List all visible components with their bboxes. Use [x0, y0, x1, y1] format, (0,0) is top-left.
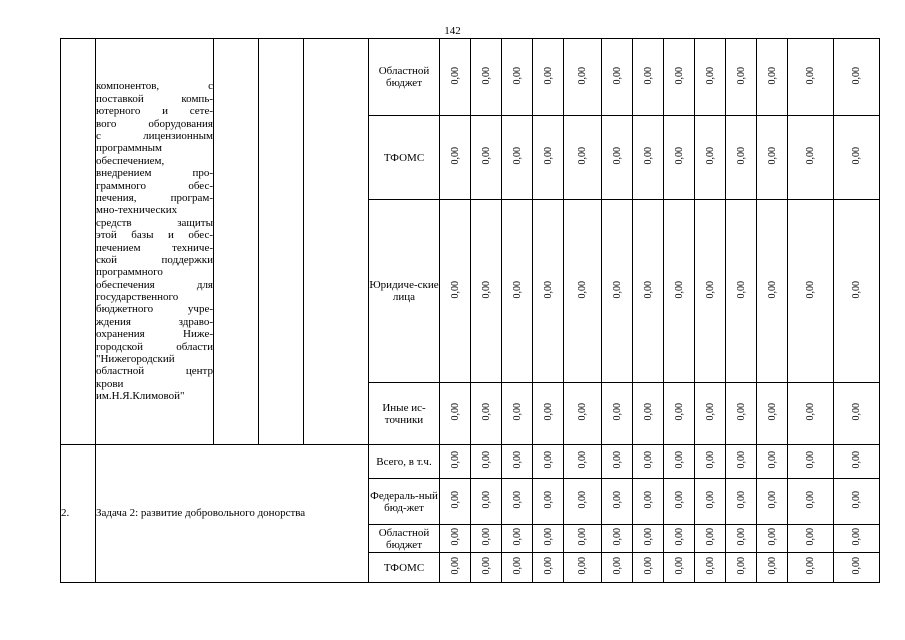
- funding-source-label: Иные ис-точники: [369, 383, 440, 445]
- description-line: программного: [96, 266, 163, 279]
- value-cell: [502, 116, 533, 200]
- value-cell: [633, 445, 664, 479]
- value-cell: [695, 525, 726, 553]
- description-line: им.Н.Я.Климовой": [96, 390, 185, 403]
- value-text: 0,00: [542, 403, 554, 421]
- table-row: [61, 445, 880, 479]
- value-cell: [788, 525, 834, 553]
- value-text: 0,00: [642, 491, 654, 509]
- value-cell: [440, 383, 471, 445]
- value-text: 0,00: [542, 280, 554, 299]
- value-text: 0,00: [673, 557, 685, 575]
- value-cell: [533, 525, 564, 553]
- value-text: 0,00: [577, 66, 588, 85]
- value-cell: [471, 525, 502, 553]
- value-text: 0,00: [851, 66, 862, 85]
- empty-cell: [304, 39, 369, 445]
- value-text: 0,00: [805, 403, 816, 421]
- value-text: 0,00: [611, 147, 623, 165]
- value-cell: [602, 200, 633, 383]
- value-text: 0,00: [766, 403, 778, 421]
- value-cell: [664, 116, 695, 200]
- value-text: 0,00: [673, 280, 685, 299]
- value-text: 0,00: [851, 147, 862, 165]
- description-line: ждения здраво-: [96, 315, 213, 328]
- value-text: 0,00: [851, 451, 862, 469]
- value-cell: [757, 383, 788, 445]
- value-cell: [633, 479, 664, 525]
- value-text: 0,00: [766, 528, 778, 546]
- value-text: 0,00: [735, 557, 747, 575]
- description-line: средств защиты: [96, 216, 213, 229]
- value-cell: [664, 479, 695, 525]
- value-cell: [726, 553, 757, 583]
- page-number: 142: [444, 25, 461, 37]
- value-cell: [695, 200, 726, 383]
- description-line: охранения Нижe-: [96, 328, 213, 341]
- value-text: 0,00: [449, 528, 461, 546]
- value-cell: [757, 553, 788, 583]
- description-line: обеспечения для: [96, 278, 213, 291]
- value-cell: [834, 479, 880, 525]
- value-cell: [664, 200, 695, 383]
- value-cell: [695, 383, 726, 445]
- value-text: 0,00: [851, 403, 862, 421]
- value-cell: [757, 445, 788, 479]
- description-line: "Нижегородский: [96, 353, 175, 366]
- description-line: печения, програм-: [96, 191, 213, 204]
- value-text: 0,00: [642, 280, 654, 299]
- value-text: 0,00: [642, 147, 654, 165]
- value-cell: [633, 200, 664, 383]
- value-cell: [602, 445, 633, 479]
- description-line: вого оборудования: [96, 117, 213, 130]
- value-text: 0,00: [851, 280, 862, 299]
- value-cell: [726, 39, 757, 116]
- value-cell: [726, 525, 757, 553]
- value-text: 0,00: [542, 557, 554, 575]
- value-cell: [440, 200, 471, 383]
- value-text: 0,00: [735, 528, 747, 546]
- value-text: 0,00: [642, 451, 654, 469]
- value-cell: [533, 553, 564, 583]
- value-text: 0,00: [673, 147, 685, 165]
- value-cell: [440, 445, 471, 479]
- value-text: 0,00: [673, 528, 685, 546]
- value-text: 0,00: [449, 557, 461, 575]
- value-cell: [757, 479, 788, 525]
- value-cell: [757, 39, 788, 116]
- value-text: 0,00: [766, 557, 778, 575]
- value-text: 0,00: [611, 557, 623, 575]
- value-text: 0,00: [449, 66, 461, 85]
- value-text: 0,00: [735, 451, 747, 469]
- value-text: 0,00: [805, 557, 816, 575]
- value-text: 0,00: [805, 451, 816, 469]
- value-cell: [502, 525, 533, 553]
- value-text: 0,00: [511, 451, 523, 469]
- value-cell: [502, 553, 533, 583]
- value-text: 0,00: [480, 528, 492, 546]
- value-text: 0,00: [449, 280, 461, 299]
- value-cell: [440, 39, 471, 116]
- value-cell: [788, 553, 834, 583]
- value-text: 0,00: [673, 491, 685, 509]
- value-text: 0,00: [511, 557, 523, 575]
- value-text: 0,00: [449, 451, 461, 469]
- description-line: мно-технических: [96, 204, 178, 217]
- value-cell: [726, 383, 757, 445]
- value-text: 0,00: [805, 280, 816, 299]
- value-text: 0,00: [480, 451, 492, 469]
- value-text: 0,00: [542, 147, 554, 165]
- value-text: 0,00: [851, 557, 862, 575]
- value-text: 0,00: [704, 491, 716, 509]
- description-line: обеспечением,: [96, 154, 165, 167]
- value-cell: [564, 479, 602, 525]
- value-cell: [726, 445, 757, 479]
- value-cell: [533, 445, 564, 479]
- description-line: с лицензионным: [96, 129, 213, 142]
- value-text: 0,00: [766, 491, 778, 509]
- value-text: 0,00: [642, 528, 654, 546]
- value-text: 0,00: [480, 66, 492, 85]
- value-text: 0,00: [577, 557, 588, 575]
- value-cell: [633, 116, 664, 200]
- value-text: 0,00: [766, 147, 778, 165]
- value-text: 0,00: [511, 66, 523, 85]
- value-cell: [633, 553, 664, 583]
- value-cell: [533, 383, 564, 445]
- funding-source-label: ТФОМС: [369, 116, 440, 200]
- value-text: 0,00: [480, 491, 492, 509]
- value-cell: [695, 39, 726, 116]
- value-text: 0,00: [704, 451, 716, 469]
- empty-cell: [214, 39, 259, 445]
- value-cell: [788, 200, 834, 383]
- value-text: 0,00: [511, 280, 523, 299]
- value-text: 0,00: [851, 491, 862, 509]
- value-text: 0,00: [851, 528, 862, 546]
- value-cell: [834, 200, 880, 383]
- value-text: 0,00: [577, 147, 588, 165]
- value-text: 0,00: [577, 491, 588, 509]
- value-text: 0,00: [673, 66, 685, 85]
- description-line: поставкой компь-: [96, 92, 213, 105]
- value-text: 0,00: [704, 66, 716, 85]
- value-cell: [757, 525, 788, 553]
- description-line: внедрением про-: [96, 167, 213, 180]
- value-cell: [502, 39, 533, 116]
- value-cell: [664, 553, 695, 583]
- value-text: 0,00: [642, 66, 654, 85]
- description-line: печением техниче-: [96, 241, 213, 254]
- value-cell: [834, 553, 880, 583]
- value-cell: [633, 39, 664, 116]
- value-text: 0,00: [766, 451, 778, 469]
- value-cell: [602, 39, 633, 116]
- value-cell: [564, 553, 602, 583]
- value-cell: [695, 553, 726, 583]
- budget-table: [60, 38, 880, 583]
- value-text: 0,00: [449, 403, 461, 421]
- value-cell: [788, 116, 834, 200]
- value-text: 0,00: [805, 147, 816, 165]
- value-cell: [471, 383, 502, 445]
- value-text: 0,00: [449, 147, 461, 165]
- value-text: 0,00: [704, 528, 716, 546]
- value-text: 0,00: [704, 557, 716, 575]
- row-number: 2.: [61, 445, 96, 583]
- value-text: 0,00: [805, 66, 816, 85]
- value-cell: [471, 116, 502, 200]
- value-cell: [633, 383, 664, 445]
- value-text: 0,00: [642, 403, 654, 421]
- value-cell: [471, 479, 502, 525]
- value-cell: [602, 553, 633, 583]
- value-cell: [633, 525, 664, 553]
- value-cell: [726, 116, 757, 200]
- value-cell: [533, 200, 564, 383]
- value-cell: [440, 479, 471, 525]
- description-line: государственного: [96, 291, 179, 304]
- value-cell: [502, 445, 533, 479]
- funding-source-label: Областной бюджет: [369, 525, 440, 553]
- description-line: городской области: [96, 340, 213, 353]
- table-row: [61, 39, 880, 116]
- value-text: 0,00: [542, 491, 554, 509]
- value-cell: [788, 39, 834, 116]
- value-text: 0,00: [449, 491, 461, 509]
- value-cell: [533, 39, 564, 116]
- description-line: программным: [96, 142, 162, 155]
- value-cell: [440, 116, 471, 200]
- value-cell: [664, 39, 695, 116]
- value-cell: [564, 525, 602, 553]
- task-description: Задача 2: развитие добровольного донорства: [96, 445, 369, 583]
- value-cell: [564, 200, 602, 383]
- description-line: компонентов, с: [96, 80, 213, 93]
- value-text: 0,00: [805, 491, 816, 509]
- value-text: 0,00: [480, 280, 492, 299]
- value-cell: [757, 116, 788, 200]
- value-cell: [440, 525, 471, 553]
- value-text: 0,00: [577, 451, 588, 469]
- value-text: 0,00: [611, 403, 623, 421]
- value-text: 0,00: [766, 280, 778, 299]
- description-line: ютерного и сете-: [96, 105, 213, 118]
- description-line: областной центр: [96, 365, 213, 378]
- value-cell: [564, 445, 602, 479]
- value-text: 0,00: [511, 403, 523, 421]
- value-cell: [664, 525, 695, 553]
- value-text: 0,00: [480, 403, 492, 421]
- value-text: 0,00: [611, 491, 623, 509]
- value-text: 0,00: [673, 403, 685, 421]
- value-cell: [834, 383, 880, 445]
- value-cell: [834, 445, 880, 479]
- value-text: 0,00: [642, 557, 654, 575]
- value-text: 0,00: [611, 451, 623, 469]
- value-text: 0,00: [805, 528, 816, 546]
- value-cell: [834, 116, 880, 200]
- value-cell: [726, 479, 757, 525]
- value-cell: [564, 383, 602, 445]
- value-cell: [788, 383, 834, 445]
- value-text: 0,00: [542, 528, 554, 546]
- value-text: 0,00: [704, 280, 716, 299]
- value-text: 0,00: [611, 280, 623, 299]
- value-text: 0,00: [735, 491, 747, 509]
- value-text: 0,00: [577, 403, 588, 421]
- value-text: 0,00: [480, 557, 492, 575]
- value-cell: [502, 200, 533, 383]
- description-line: граммного обес-: [96, 179, 213, 192]
- funding-source-label: Юридиче-ские лица: [369, 200, 440, 383]
- value-cell: [602, 479, 633, 525]
- value-cell: [564, 39, 602, 116]
- value-text: 0,00: [542, 66, 554, 85]
- value-cell: [502, 383, 533, 445]
- description-line: бюджетного учре-: [96, 303, 213, 316]
- funding-source-label: Всего, в т.ч.: [369, 445, 440, 479]
- value-cell: [664, 445, 695, 479]
- value-cell: [726, 200, 757, 383]
- value-text: 0,00: [577, 528, 588, 546]
- value-cell: [602, 525, 633, 553]
- funding-source-label: Федераль-ный бюд-жет: [369, 479, 440, 525]
- value-cell: [788, 479, 834, 525]
- description-line: крови: [96, 377, 124, 390]
- value-cell: [502, 479, 533, 525]
- value-text: 0,00: [735, 147, 747, 165]
- value-text: 0,00: [542, 451, 554, 469]
- value-cell: [471, 200, 502, 383]
- value-cell: [834, 525, 880, 553]
- funding-source-label: Областной бюджет: [369, 39, 440, 116]
- value-cell: [602, 383, 633, 445]
- value-text: 0,00: [704, 147, 716, 165]
- description-line: ской поддержки: [96, 253, 213, 266]
- value-cell: [440, 553, 471, 583]
- value-text: 0,00: [611, 66, 623, 85]
- value-text: 0,00: [511, 528, 523, 546]
- value-cell: [564, 116, 602, 200]
- value-cell: [602, 116, 633, 200]
- value-cell: [757, 200, 788, 383]
- value-text: 0,00: [735, 66, 747, 85]
- value-cell: [471, 553, 502, 583]
- value-text: 0,00: [766, 66, 778, 85]
- value-text: 0,00: [673, 451, 685, 469]
- value-text: 0,00: [735, 403, 747, 421]
- value-text: 0,00: [511, 491, 523, 509]
- description-line: этой базы и обес-: [96, 229, 213, 242]
- value-text: 0,00: [511, 147, 523, 165]
- empty-cell: [259, 39, 304, 445]
- value-cell: [695, 116, 726, 200]
- value-cell: [695, 479, 726, 525]
- value-text: 0,00: [480, 147, 492, 165]
- value-text: 0,00: [704, 403, 716, 421]
- value-cell: [788, 445, 834, 479]
- value-cell: [695, 445, 726, 479]
- value-cell: [834, 39, 880, 116]
- funding-source-label: ТФОМС: [369, 553, 440, 583]
- value-cell: [471, 39, 502, 116]
- task-description: [96, 39, 214, 445]
- row-number: [61, 39, 96, 445]
- value-cell: [664, 383, 695, 445]
- value-cell: [533, 116, 564, 200]
- value-text: 0,00: [577, 280, 588, 299]
- value-cell: [471, 445, 502, 479]
- value-text: 0,00: [735, 280, 747, 299]
- value-cell: [533, 479, 564, 525]
- value-text: 0,00: [611, 528, 623, 546]
